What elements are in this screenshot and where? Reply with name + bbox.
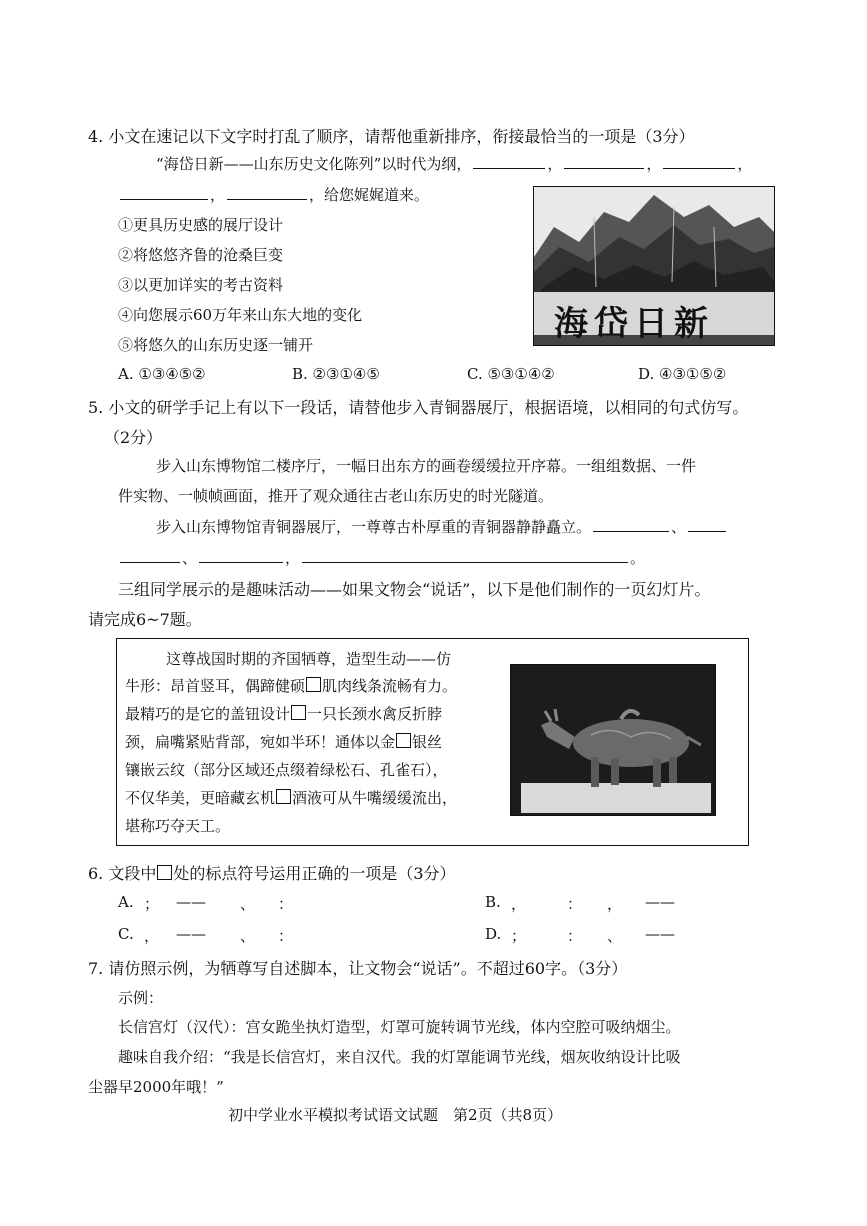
slide-line [125, 675, 457, 696]
exhibition-title: 海岱日新 [554, 304, 714, 344]
slide-text: 一只长颈水禽反折脖 [307, 705, 443, 723]
q4-item: ①更具历史感的展厅设计 [118, 216, 284, 234]
mark: ， [607, 895, 623, 913]
q7-example-line: 尘器早2000年哦！” [88, 1078, 224, 1096]
q6-option-c[interactable] [118, 925, 294, 945]
q4-option-d[interactable]: D. ④③①⑤② [638, 365, 727, 383]
sep: 、 [182, 549, 198, 567]
answer-blank[interactable] [120, 198, 208, 200]
slide-text: 不仅华美，更暗藏玄机 [125, 789, 276, 807]
mark: —— [176, 893, 206, 911]
section-intro-line1: 三组同学展示的是趣味活动——如果文物会“说话”，以下是他们制作的一页幻灯片。 [118, 580, 711, 599]
answer-blank[interactable] [688, 530, 726, 532]
q6-stem [88, 861, 456, 884]
punctuation-box-icon [157, 865, 172, 880]
section-intro-line2: 请完成6~7题。 [88, 610, 202, 629]
slide-line: 堪称巧夺天工。 [125, 817, 231, 835]
bronze-ox-photo [510, 664, 716, 816]
sep: ， [210, 186, 226, 204]
q6-stem-a: 6. 文段中 [88, 864, 157, 883]
slide-text: 肌肉线条流畅有力。 [322, 677, 458, 695]
q6-option-a[interactable] [118, 893, 294, 913]
q4-item: ②将悠悠齐鲁的沧桑巨变 [118, 246, 284, 264]
mark: ： [567, 927, 583, 945]
q4-item: ③以更加详实的考古资料 [118, 276, 284, 294]
page-footer: 初中学业水平模拟考试语文试题 第2页（共8页） [228, 1106, 563, 1124]
answer-blank[interactable] [199, 561, 283, 563]
slide-line: 这尊战国时期的齐国牺尊，造型生动——仿 [166, 650, 452, 668]
answer-blank[interactable] [227, 198, 307, 200]
option-label: C. [118, 925, 134, 943]
answer-blank[interactable] [120, 561, 180, 563]
q4-option-c[interactable]: C. ⑤③①④② [467, 365, 555, 383]
answer-blank[interactable] [473, 167, 545, 169]
slide-text: 牛形：昂首竖耳，偶蹄健硕 [125, 677, 306, 695]
q4-item: ④向您展示60万年来山东大地的变化 [118, 306, 363, 324]
q5-para1-line1: 步入山东博物馆二楼序厅，一幅日出东方的画卷缓缓拉开序幕。一组组数据、一件 [156, 457, 697, 475]
bronze-ox-icon [511, 665, 715, 815]
sep: ， [547, 155, 563, 173]
mark: 、 [240, 927, 256, 945]
mark: —— [176, 925, 206, 943]
mark: ， [511, 895, 527, 913]
q4-option-b[interactable]: B. ②③①④⑤ [292, 365, 380, 383]
mark: —— [645, 925, 675, 943]
q5-para1-line2: 件实物、一帧帧画面，推开了观众通往古老山东历史的时光隧道。 [118, 487, 554, 505]
q7-stem: 7. 请仿照示例，为牺尊写自述脚本，让文物会“说话”。不超过60字。（3分） [88, 959, 628, 978]
mark: 、 [240, 895, 256, 913]
mark: 、 [607, 927, 623, 945]
q4-line1-lead: “海岱日新——山东历史文化陈列”以时代为纲， [156, 155, 472, 173]
answer-blank[interactable] [564, 167, 644, 169]
q5-para2-line1 [156, 516, 728, 537]
q4-line2-tail: ，给您娓娓道来。 [309, 186, 430, 204]
slide-text: 酒液可从牛嘴缓缓流出， [292, 789, 458, 807]
q4-stem: 4. 小文在速记以下文字时打乱了顺序，请帮他重新排序，衔接最恰当的一项是（3分） [88, 127, 695, 146]
q5-para2-line2 [118, 547, 645, 568]
answer-blank[interactable] [663, 167, 735, 169]
q7-example-line: 趣味自我介绍：“我是长信宫灯，来自汉代。我的灯罩能调节光线，烟灰收纳设计比吸 [118, 1048, 681, 1066]
q7-example-label: 示例： [118, 989, 164, 1007]
mark: ： [567, 895, 583, 913]
slide-text: 银丝 [412, 733, 443, 751]
q5-score: （2分） [104, 428, 163, 447]
punctuation-box[interactable] [291, 705, 306, 720]
slide-line [125, 703, 442, 724]
mark: ， [144, 927, 160, 945]
mark: ； [144, 895, 160, 913]
punctuation-box[interactable] [396, 733, 411, 748]
q7-example-line: 长信宫灯（汉代）：宫女跪坐执灯造型，灯罩可旋转调节光线，体内空腔可吸纳烟尘。 [118, 1018, 681, 1036]
slide-line [125, 731, 442, 752]
mark: —— [645, 893, 675, 911]
slide-line: 镶嵌云纹（部分区域还点缀着绿松石、孔雀石）， [125, 761, 448, 779]
option-label: B. [485, 893, 501, 911]
slide-text: 最精巧的是它的盖钮设计 [125, 705, 291, 723]
option-label: D. [485, 925, 502, 943]
q6-stem-b: 处的标点符号运用正确的一项是（3分） [173, 864, 456, 883]
q6-option-b[interactable] [485, 893, 675, 913]
q5-para2-text: 步入山东博物馆青铜器展厅，一尊尊古朴厚重的青铜器静静矗立。 [156, 518, 592, 536]
answer-blank[interactable] [302, 561, 628, 563]
mark: ： [278, 927, 294, 945]
slide-text: 颈，扁嘴紧贴背部，宛如半环！通体以金 [125, 733, 396, 751]
q4-line1 [156, 153, 752, 174]
punctuation-box[interactable] [276, 789, 291, 804]
punctuation-box[interactable] [306, 677, 321, 692]
mark: ： [278, 895, 294, 913]
sep: ， [285, 549, 301, 567]
option-label: A. [118, 893, 134, 911]
sep: ， [646, 155, 662, 173]
q5-stem: 5. 小文的研学手记上有以下一段话，请替他步入青铜器展厅，根据语境，以相同的句式仿写。 [88, 398, 749, 417]
exhibition-photo [533, 186, 775, 346]
q4-line2 [118, 184, 429, 205]
sep: ， [737, 155, 753, 173]
mark: ； [511, 927, 527, 945]
answer-blank[interactable] [593, 530, 669, 532]
q4-option-a[interactable]: A. ①③④⑤② [118, 365, 206, 383]
q6-option-d[interactable] [485, 925, 675, 945]
q4-item: ⑤将悠久的山东历史逐一铺开 [118, 336, 314, 354]
sep: 、 [671, 518, 687, 536]
sep: 。 [630, 549, 646, 567]
slide-line [125, 787, 457, 808]
